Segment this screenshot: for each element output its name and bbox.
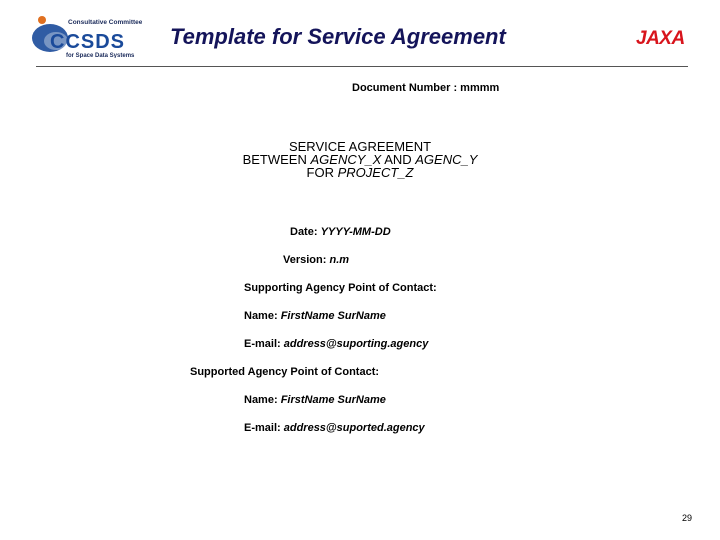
header-divider bbox=[36, 66, 688, 67]
supporting-poc-heading: Supporting Agency Point of Contact: bbox=[244, 282, 437, 294]
supporting-name: FirstName SurName bbox=[280, 310, 386, 322]
agreement-heading-line3: FOR PROJECT_Z bbox=[306, 165, 414, 180]
supported-email-line: E-mail: address@suported.agency bbox=[244, 422, 425, 434]
agency-x: AGENCY_X bbox=[310, 152, 382, 167]
version-line: Version: n.m bbox=[283, 254, 350, 266]
supported-name-line: Name: FirstName SurName bbox=[244, 394, 386, 406]
supporting-email: address@suporting.agency bbox=[283, 338, 429, 350]
jaxa-logo: JAXA bbox=[636, 28, 685, 49]
version-value: n.m bbox=[329, 254, 350, 266]
document-number: Document Number : mmmm bbox=[352, 82, 500, 94]
ccsds-logo bbox=[30, 14, 142, 58]
slide-title: Template for Service Agreement bbox=[170, 24, 506, 49]
agreement-heading-line1: SERVICE AGREEMENT bbox=[288, 139, 432, 154]
logo-text-top: Consultative Committee bbox=[68, 19, 142, 26]
agreement-heading-line2: BETWEEN AGENCY_X AND AGENC_Y bbox=[242, 152, 478, 167]
logo-orange-dot bbox=[38, 16, 46, 24]
supported-name: FirstName SurName bbox=[280, 394, 386, 406]
agency-y: AGENC_Y bbox=[415, 152, 478, 167]
supported-email: address@suported.agency bbox=[283, 422, 425, 434]
supporting-name-line: Name: FirstName SurName bbox=[244, 310, 386, 322]
logo-text-bottom: for Space Data Systems bbox=[66, 53, 135, 58]
supporting-email-line: E-mail: address@suporting.agency bbox=[244, 338, 429, 350]
date-line: Date: YYYY-MM-DD bbox=[290, 226, 391, 238]
project-name: PROJECT_Z bbox=[337, 165, 414, 180]
supported-poc-heading: Supported Agency Point of Contact: bbox=[190, 366, 380, 378]
date-value: YYYY-MM-DD bbox=[320, 226, 391, 238]
page-number: 29 bbox=[682, 513, 693, 523]
logo-text-big: CCSDS bbox=[50, 31, 126, 53]
